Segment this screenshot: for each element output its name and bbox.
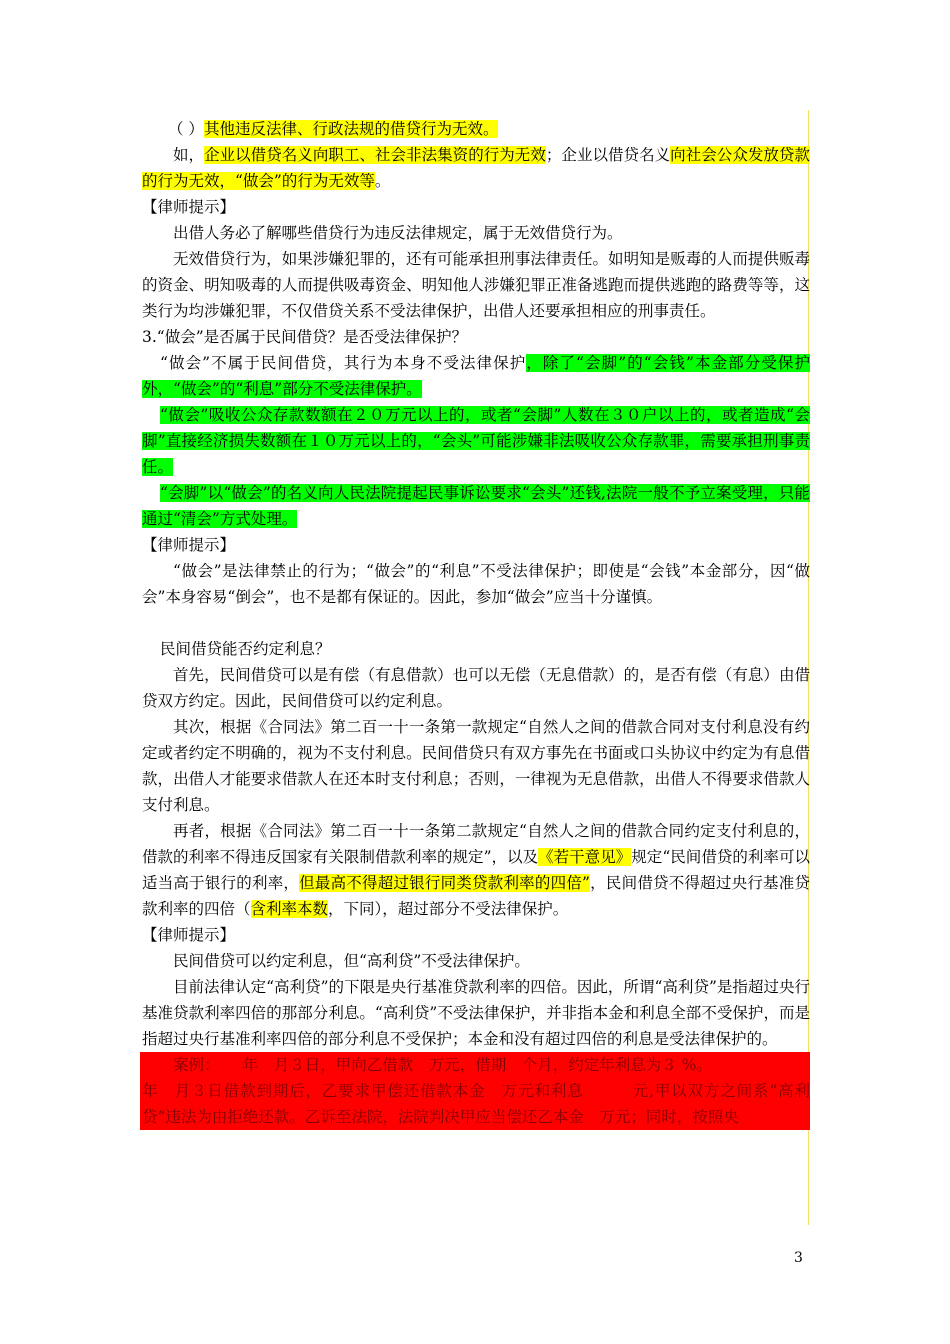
text-run: ，下同），超过部分不受法律保护。 <box>328 900 569 918</box>
highlight-green: ，除了“会脚”的“会钱”本金部分受保护外，“做会”的“利息”部分不受法律保护。 <box>142 354 810 398</box>
paragraph-tip1-1: 出借人务必了解哪些借贷行为违反法律规定，属于无效借贷行为。 <box>173 224 623 242</box>
highlight-yellow: 其他违反法律、行政法规的借贷行为无效。 <box>203 120 499 138</box>
text-run: “做会”不属于民间借贷，其行为本身不受法律保护 <box>160 354 527 372</box>
paragraph-invalid-other <box>142 116 810 142</box>
paragraph-interest-2: 其次，根据《合同法》第二百一十一条第一款规定“自然人之间的借款合同对支付利息没有约定或者约定不明确的，视为不支付利息。民间借贷只有双方事先在书面或口头协议中约定为有息借款，出借人才能要求借款人在还本时支付利息；否则，一律视为无息借款，出借人不得要求借款人支付利息。 <box>142 718 810 814</box>
highlight-yellow: 向社会公众发放贷款的行为无效，“做会”的行为无效等 <box>142 146 810 190</box>
highlight-yellow: 企业以借贷名义向职工、社会非法集资的行为无效 <box>204 146 546 164</box>
paragraph-zuohui-2 <box>142 402 810 480</box>
lawyer-tip-heading: 【律师提示】 <box>142 926 236 944</box>
paragraph-interest-3 <box>142 818 810 922</box>
lawyer-tip-heading: 【律师提示】 <box>142 198 236 216</box>
text-run: ，民间借贷不得超过央行基准贷款利率的四倍（ <box>142 874 810 918</box>
case-example-block <box>140 1052 810 1130</box>
highlight-yellow: 但最高不得超过银行同类贷款利率的四倍” <box>299 874 590 892</box>
page-number: 3 <box>794 1250 803 1266</box>
paragraph-tip3-1: 民间借贷可以约定利息，但“高利贷”不受法律保护。 <box>173 952 530 970</box>
paragraph-interest-1: 首先，民间借贷可以是有偿（有息借款）也可以无偿（无息借款）的，是否有偿（有息）由借贷双方约定。因此，民间借贷可以约定利息。 <box>142 666 810 710</box>
question-heading-3: 3.“做会”是否属于民间借贷？是否受法律保护？ <box>142 328 468 346</box>
lawyer-tip-heading: 【律师提示】 <box>142 536 236 554</box>
paragraph-tip1-2: 无效借贷行为，如果涉嫌犯罪的，还有可能承担刑事法律责任。如明知是贩毒的人而提供贩毒的资金、明知吸毒的人而提供吸毒资金、明知他人涉嫌犯罪正准备逃跑而提供逃跑的路费等等，这类行为均涉嫌犯罪，不仅借贷关系不受法律保护，出借人还要承担相应的刑事责任。 <box>142 250 810 320</box>
blank-line <box>142 610 810 636</box>
paragraph-tip3-2: 目前法律认定“高利贷”的下限是央行基准贷款利率的四倍。因此，所谓“高利贷”是指超过央行基准贷款利率四倍的那部分利息。“高利贷”不受法律保护，并非指本金和利息全部不受保护，而是指超过央行基准利率四倍的部分利息不受保护；本金和没有超过四倍的利息是受法律保护的。 <box>142 978 810 1048</box>
text-run: 如， <box>173 146 205 164</box>
paren-marker: （ ） <box>168 120 204 138</box>
paragraph-zuohui-3 <box>142 480 810 532</box>
paragraph-zuohui-1 <box>142 350 810 402</box>
highlight-green: “做会”吸收公众存款数额在２０万元以上的，或者“会脚”人数在３０户以上的，或者造成“会脚”直接经济损失数额在１０万元以上的，“会头”可能涉嫌非法吸收公众存款罪，需要承担刑事责任。 <box>142 406 810 476</box>
text-run: ；企业以借贷名义 <box>545 146 671 164</box>
highlight-green: “会脚”以“做会”的名义向人民法院提起民事诉讼要求“会头”还钱,法院一般不予立案受理，只能通过“清会”方式处理。 <box>142 484 810 528</box>
paragraph-examples <box>142 142 810 194</box>
case-line-2: 年 月３日借款到期后，乙要求甲偿还借款本金 万元和利息 元,甲以双方之间系“高利贷”违法为由拒绝还款。乙诉至法院，法院判决甲应当偿还乙本金 万元；同时，按照央 <box>142 1082 810 1126</box>
highlight-yellow: 《若干意见》 <box>538 848 632 866</box>
case-line-1: 案例： 年 月３日，甲向乙借款 万元，借期 个月，约定年利息为３ %。 <box>173 1056 712 1074</box>
highlight-yellow: 含利率本数 <box>250 900 329 918</box>
page-content <box>142 116 810 1130</box>
text-run: 。 <box>374 172 391 190</box>
paragraph-tip2: “做会”是法律禁止的行为；“做会”的“利息”不受法律保护；即使是“会钱”本金部分，因“做会”本身容易“倒会”，也不是都有保证的。因此，参加“做会”应当十分谨慎。 <box>142 562 810 606</box>
text-run: 规定“民间借贷的利率可以适当高于银行的利率， <box>142 848 810 892</box>
question-heading-interest: 民间借贷能否约定利息？ <box>160 640 331 658</box>
text-run: 再者，根据《合同法》第二百一十一条第二款规定“自然人之间的借款合同约定支付利息的，借款的利率不得违反国家有关限制借款利率的规定”，以及 <box>142 822 810 866</box>
